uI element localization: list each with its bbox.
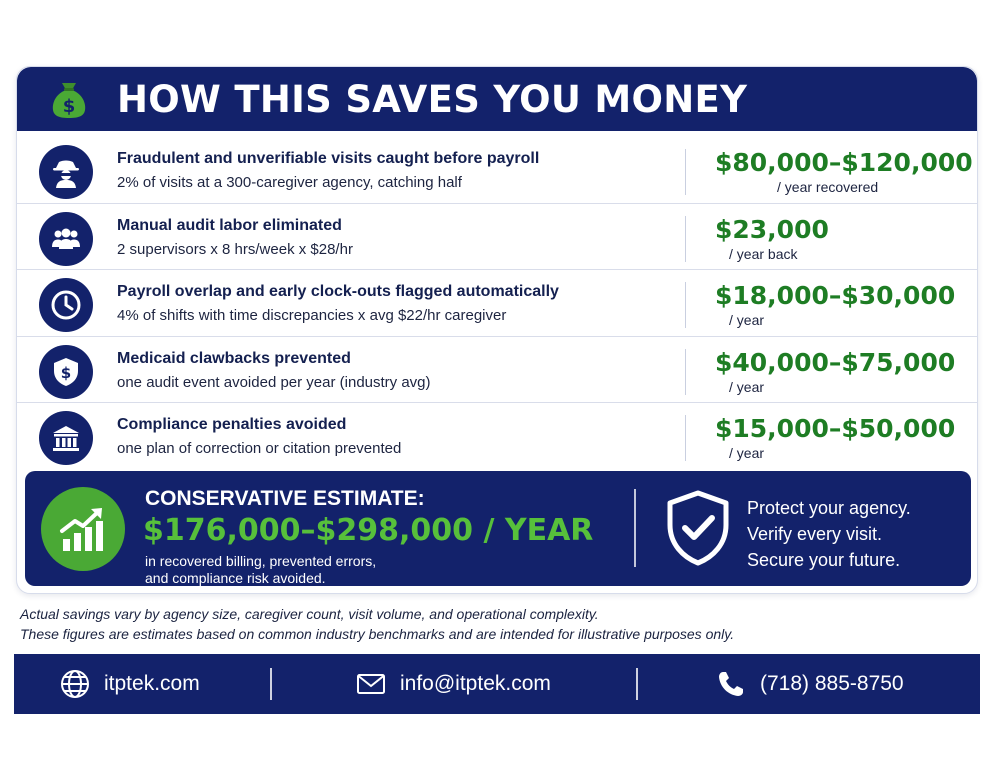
growth-chart-icon xyxy=(41,487,125,571)
people-group-icon xyxy=(39,212,93,266)
website-link[interactable] xyxy=(60,654,200,714)
savings-row-compliance-penalties xyxy=(17,403,978,470)
tagline-line: Verify every visit. xyxy=(747,524,883,544)
savings-card xyxy=(16,66,978,594)
estimate-description-line: and compliance risk avoided. xyxy=(145,570,326,586)
row-divider xyxy=(685,149,686,195)
row-divider xyxy=(685,349,686,395)
envelope-icon xyxy=(356,672,386,696)
savings-list xyxy=(17,137,978,470)
estimate-label: CONSERVATIVE ESTIMATE: xyxy=(145,487,425,510)
row-description: 2% of visits at a 300-caregiver agency, catching half xyxy=(117,174,462,191)
svg-text:$: $ xyxy=(62,96,76,117)
phone-link[interactable] xyxy=(716,654,904,714)
footer-divider xyxy=(636,668,638,700)
bank-building-icon xyxy=(39,411,93,465)
row-amount: $18,000–$30,000 xyxy=(715,281,956,310)
email-text: info@itptek.com xyxy=(400,672,551,695)
estimate-description-line: in recovered billing, prevented errors, xyxy=(145,553,377,569)
row-description: 4% of shifts with time discrepancies x avg $22/hr caregiver xyxy=(117,307,507,324)
disclaimer-line: These figures are estimates based on common industry benchmarks and are intended for illustrative purposes only. xyxy=(20,626,735,642)
row-title: Manual audit labor eliminated xyxy=(117,216,342,234)
row-amount: $15,000–$50,000 xyxy=(715,414,956,443)
row-title: Medicaid clawbacks prevented xyxy=(117,349,351,367)
row-amount: $40,000–$75,000 xyxy=(715,347,956,377)
website-text: itptek.com xyxy=(104,672,200,695)
dollar-shield-icon xyxy=(39,345,93,399)
tagline-line: Secure your future. xyxy=(747,550,901,570)
disclaimer-line: Actual savings vary by agency size, caregiver count, visit volume, and operational complexity. xyxy=(20,606,599,622)
row-title: Payroll overlap and early clock-outs flagged automatically xyxy=(117,283,559,300)
banner-divider xyxy=(634,489,636,567)
row-divider xyxy=(685,282,686,328)
row-divider xyxy=(685,216,686,262)
email-link[interactable] xyxy=(356,654,551,714)
page-title: HOW THIS SAVES YOU MONEY xyxy=(117,77,748,121)
footer-divider xyxy=(270,668,272,700)
phone-icon xyxy=(716,669,746,699)
row-period: / year xyxy=(729,378,765,395)
row-period: / year xyxy=(729,312,765,328)
money-bag-icon xyxy=(47,77,91,121)
row-description: one audit event avoided per year (industry avg) xyxy=(117,373,431,391)
svg-text:$: $ xyxy=(60,363,72,382)
conservative-estimate-banner xyxy=(25,471,971,586)
row-period: / year back xyxy=(729,245,798,262)
globe-icon xyxy=(60,669,90,699)
row-title: Fraudulent and unverifiable visits caught before payroll xyxy=(117,150,540,167)
row-period: / year recovered xyxy=(777,179,879,195)
savings-row-payroll-overlap xyxy=(17,270,978,337)
row-divider xyxy=(685,415,686,461)
row-amount: $80,000–$120,000 xyxy=(715,148,973,177)
row-description: 2 supervisors x 8 hrs/week x $28/hr xyxy=(117,240,353,258)
contact-footer xyxy=(14,654,980,714)
estimate-value: $176,000–$298,000 / YEAR xyxy=(143,513,594,548)
estimate-description xyxy=(145,553,475,587)
clock-icon xyxy=(39,278,93,332)
savings-row-audit-labor xyxy=(17,204,978,271)
shield-check-icon xyxy=(665,489,731,567)
fraud-agent-icon xyxy=(39,145,93,199)
row-description: one plan of correction or citation prevented xyxy=(117,440,402,457)
tagline xyxy=(747,495,911,573)
tagline-line: Protect your agency. xyxy=(747,498,911,518)
phone-text: (718) 885-8750 xyxy=(760,672,904,695)
savings-row-fraud xyxy=(17,137,978,204)
row-period: / year xyxy=(729,445,765,461)
disclaimer xyxy=(20,604,734,644)
row-amount: $23,000 xyxy=(715,214,829,244)
row-title: Compliance penalties avoided xyxy=(117,416,347,433)
header-banner xyxy=(17,67,977,131)
savings-row-medicaid-clawbacks xyxy=(17,337,978,404)
